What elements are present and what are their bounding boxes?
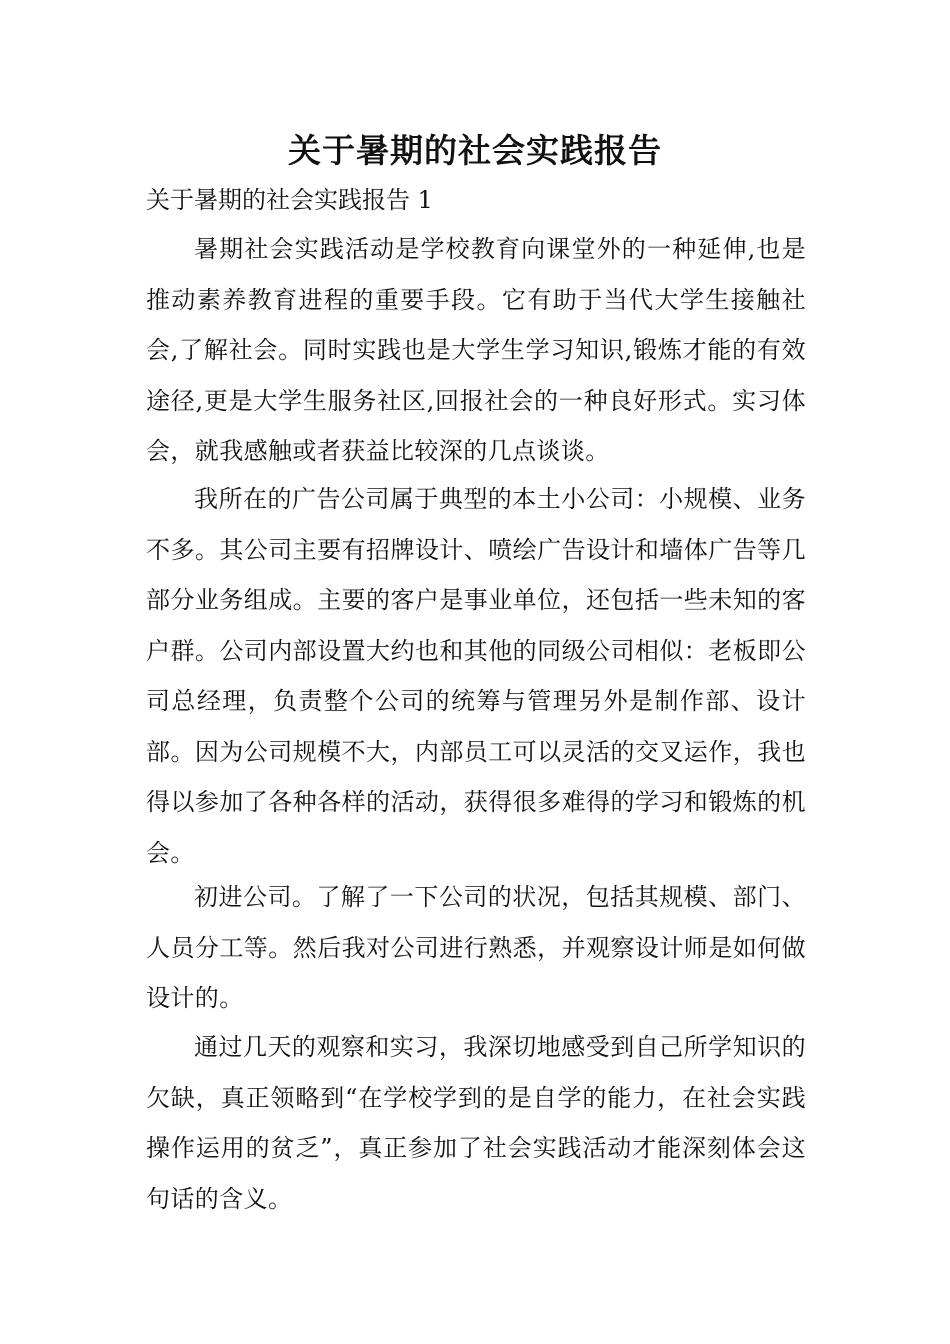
section-heading: 关于暑期的社会实践报告 1: [146, 186, 433, 214]
paragraph-4: 通过几天的观察和实习，我深切地感受到自己所学知识的欠缺，真正领略到“在学校学到的是自学的能力，在社会实践操作运用的贫乏”，真正参加了社会实践活动才能深刻体会这句话的含义。: [146, 1033, 806, 1213]
paragraph-3: 初进公司。了解了一下公司的状况，包括其规模、部门、人员分工等。然后我对公司进行熟悉，并观察设计师是如何做设计的。: [146, 883, 806, 1012]
paragraph-1: 暑期社会实践活动是学校教育向课堂外的一种延伸,也是推动素养教育进程的重要手段。它有助于当代大学生接触社会,了解社会。同时实践也是大学生学习知识,锻炼才能的有效途径,更是大学生服务社区,回报社会的一种良好形式。实习体会，就我感触或者获益比较深的几点谈谈。: [146, 235, 806, 465]
document-title: 关于暑期的社会实践报告: [288, 131, 662, 170]
paragraph-2: 我所在的广告公司属于典型的本土小公司：小规模、业务不多。其公司主要有招牌设计、喷绘广告设计和墙体广告等几部分业务组成。主要的客户是事业单位，还包括一些未知的客户群。公司内部设置大约也和其他的同级公司相似：老板即公司总经理，负责整个公司的统筹与管理另外是制作部、设计部。因为公司规模不大，内部员工可以灵活的交叉运作，我也得以参加了各种各样的活动，获得很多难得的学习和锻炼的机会。: [146, 485, 806, 867]
